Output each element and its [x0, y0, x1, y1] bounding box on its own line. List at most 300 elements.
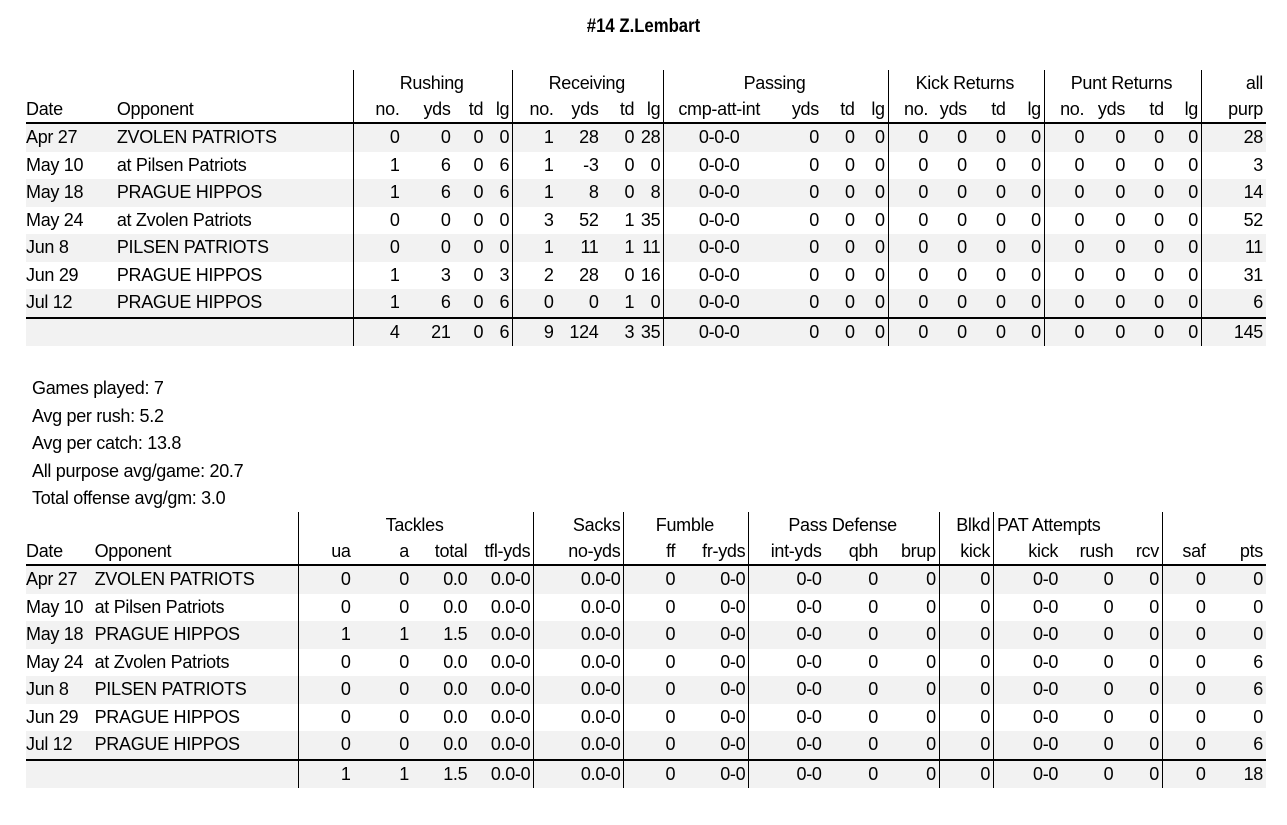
stat-cell: 0-0 [678, 760, 749, 789]
stat-cell: 0 [1162, 621, 1208, 649]
stat-cell: 0 [881, 565, 939, 594]
stat-cell: td [454, 96, 487, 123]
date-cell: May 24 [26, 651, 84, 672]
stat-cell: 11 [557, 234, 602, 262]
stat-cell: 0 [1116, 731, 1162, 760]
stat-cell: 0 [1044, 234, 1087, 262]
stat-cell: 0-0 [678, 704, 749, 732]
stat-cell: 1 [602, 234, 638, 262]
stat-cell: a [354, 538, 412, 565]
stat-cell: 0 [637, 289, 664, 318]
stat-cell: 0 [1061, 760, 1116, 789]
stat-cell: 1 [298, 621, 353, 649]
defense-game-row [26, 704, 1266, 732]
stat-cell: 0.0 [443, 706, 468, 727]
group-rushing: Rushing [354, 70, 513, 96]
stat-cell: 0 [939, 565, 993, 594]
stat-cell: 0 [888, 318, 931, 347]
stat-cell: 0 [454, 234, 487, 262]
stat-cell: 0 [1009, 179, 1045, 207]
group-all: all [1245, 73, 1263, 93]
stat-cell: 6 [486, 152, 513, 180]
stat-cell: 6 [403, 289, 454, 318]
stat-cell: 1 [354, 179, 403, 207]
stat-cell: 0 [844, 264, 855, 285]
stat-cell: 6 [1209, 731, 1266, 760]
stat-cell: 11 [637, 234, 664, 262]
stat-cell: 0 [844, 209, 855, 230]
stat-cell: 0-0 [749, 676, 825, 704]
stat-cell: 0 [1009, 289, 1045, 318]
stat-cell: 0 [939, 760, 993, 789]
stat-cell: 0.0-0 [534, 676, 624, 704]
stat-cell: 1.5 [412, 760, 470, 789]
summary-avg-per-catch: Avg per catch: 13.8 [32, 433, 182, 453]
stat-cell: 0 [1087, 318, 1128, 347]
stat-cell: 0 [1044, 123, 1087, 152]
stat-cell: 0 [298, 594, 353, 622]
group-tackles: Tackles [298, 512, 534, 538]
stat-cell: 0-0 [994, 565, 1062, 594]
stat-cell: 0 [777, 289, 822, 318]
stat-cell: 0 [939, 704, 993, 732]
stat-cell: 28 [637, 123, 664, 152]
defense-stats-table [26, 512, 1266, 788]
group-passing: Passing [664, 70, 888, 96]
stat-cell: 0 [970, 179, 1009, 207]
defense-game-row [26, 621, 1266, 649]
stat-cell: 0 [858, 262, 889, 290]
stat-cell: 0 [939, 676, 993, 704]
stat-cell: 0 [1209, 565, 1266, 594]
opponent-cell: PRAGUE HIPPOS [94, 706, 240, 727]
stat-cell: 0 [1044, 318, 1087, 347]
stat-cell: 0 [354, 123, 403, 152]
opponent-cell: PRAGUE HIPPOS [116, 264, 262, 285]
stat-cell: 0 [822, 289, 858, 318]
stat-cell: td [1128, 96, 1167, 123]
offense-game-row [26, 234, 1266, 262]
stat-cell: kick [994, 538, 1062, 565]
stat-cell: 0 [1116, 704, 1162, 732]
stat-cell: 0-0 [796, 596, 822, 617]
stat-cell: 0 [822, 179, 858, 207]
date-cell: Jun 8 [26, 676, 95, 704]
stat-cell: 0 [995, 264, 1006, 285]
stat-cell: 0 [354, 565, 412, 594]
stat-cell: 3 [486, 262, 513, 290]
stat-cell: 0 [1209, 621, 1266, 649]
opponent-cell: at Pilsen Patriots [94, 596, 225, 617]
date-cell: Apr 27 [26, 123, 117, 152]
stat-cell: 0.0-0 [470, 760, 534, 789]
stat-cell: fr-yds [678, 538, 749, 565]
stat-cell: 0 [1162, 565, 1208, 594]
stat-cell: 124 [557, 318, 602, 347]
stat-cell: 0 [1128, 234, 1167, 262]
stat-cell: 0 [1061, 676, 1116, 704]
stat-cell: 0 [1116, 676, 1162, 704]
stat-cell: 0 [970, 289, 1009, 318]
stat-cell: 0-0-0 [664, 179, 777, 207]
stat-cell: 0 [868, 706, 878, 727]
stat-cell: 0 [1253, 706, 1263, 727]
stat-cell: 0 [298, 649, 353, 677]
defense-game-row [26, 565, 1266, 594]
group-blkd: Blkd [939, 512, 993, 538]
stat-cell: 0.0-0 [534, 649, 624, 677]
stat-cell: 0-0 [678, 731, 749, 760]
stat-cell: 0 [1167, 152, 1202, 180]
stat-cell: 0.0 [412, 676, 470, 704]
date-cell: Jul 12 [26, 289, 117, 318]
stat-cell: 6 [1202, 289, 1266, 318]
defense-totals-row [26, 760, 1266, 789]
stat-cell: 0 [881, 676, 939, 704]
stat-cell: 0 [939, 594, 993, 622]
stat-cell: 0 [403, 234, 454, 262]
date-cell: Date [26, 538, 95, 565]
stat-cell: lg [1167, 96, 1202, 123]
stat-cell: 0 [888, 123, 931, 152]
stat-cell: 0.0-0 [470, 594, 534, 622]
stat-cell: 0 [1128, 179, 1167, 207]
offense-game-row [26, 152, 1266, 180]
stat-cell: 0.0-0 [534, 565, 624, 594]
stat-cell: tfl-yds [470, 538, 534, 565]
offense-game-row [26, 123, 1266, 152]
stat-cell: 0 [825, 760, 881, 789]
stat-cell: 0 [858, 207, 889, 235]
stat-cell: 0 [888, 289, 931, 318]
stat-cell: 0 [298, 676, 353, 704]
stat-cell: 0 [454, 123, 487, 152]
stat-cell: saf [1162, 538, 1208, 565]
stat-cell: 0 [970, 123, 1009, 152]
offense-stats-table [26, 70, 1266, 346]
stat-cell: 0.0 [443, 596, 468, 617]
stat-cell: 1 [513, 123, 557, 152]
group-punt-returns: Punt Returns [1044, 70, 1201, 96]
stat-cell: 0 [1115, 264, 1126, 285]
offense-game-row [26, 179, 1266, 207]
stat-cell: 6 [1253, 651, 1263, 672]
stat-cell: 3 [602, 318, 638, 347]
stat-cell: 1 [298, 760, 353, 789]
stat-cell: 1 [354, 289, 403, 318]
stat-cell: no. [888, 96, 931, 123]
opponent-cell [95, 760, 299, 789]
stat-cell: 0 [1162, 676, 1208, 704]
stat-cell: 11 [1202, 234, 1266, 262]
stat-cell: td [602, 96, 638, 123]
stat-cell: 0 [1195, 596, 1206, 617]
stat-cell: 0 [995, 154, 1006, 175]
stat-cell: no. [513, 96, 557, 123]
stat-cell: 0 [881, 731, 939, 760]
stat-cell: 0 [1115, 154, 1126, 175]
stat-cell: 3 [543, 209, 554, 230]
stat-cell: 0-0 [994, 731, 1062, 760]
stat-cell: 0 [624, 760, 678, 789]
stat-cell: 0 [822, 318, 858, 347]
stat-cell: 0-0-0 [698, 209, 740, 230]
stat-cell: qbh [825, 538, 881, 565]
stat-cell: pts [1209, 538, 1266, 565]
stat-cell: 0 [473, 264, 484, 285]
stat-cell: 0.0-0 [534, 731, 624, 760]
stat-cell: 0 [1167, 207, 1202, 235]
stat-cell: 0 [825, 731, 881, 760]
stat-cell: 0 [825, 676, 881, 704]
date-cell: May 10 [26, 596, 84, 617]
summary-games-played: Games played: 7 [32, 378, 164, 398]
opponent-cell: PRAGUE HIPPOS [95, 731, 299, 760]
opponent-cell: at Zvolen Patriots [94, 651, 230, 672]
stat-cell: 0-0 [796, 706, 822, 727]
stat-cell: 0 [298, 731, 353, 760]
group-fumble: Fumble [624, 512, 749, 538]
defense-game-row [26, 676, 1266, 704]
date-cell: May 18 [26, 621, 95, 649]
stat-cell: 0 [1087, 123, 1128, 152]
stat-cell: rcv [1116, 538, 1162, 565]
opponent-cell: PILSEN PATRIOTS [117, 234, 354, 262]
stat-cell: 0 [868, 596, 878, 617]
stat-cell: 0-0-0 [664, 123, 777, 152]
stat-cell: 0 [957, 154, 967, 175]
stat-cell: 0 [1162, 731, 1208, 760]
stat-cell: 0 [1009, 152, 1045, 180]
stat-cell: 0 [624, 565, 678, 594]
stat-cell: 6 [1209, 676, 1266, 704]
stat-cell: lg [486, 96, 513, 123]
stat-cell: 0-0 [678, 649, 749, 677]
stat-cell: 0 [1116, 594, 1162, 622]
stat-cell: 0 [1116, 649, 1162, 677]
stat-cell: 0 [602, 123, 638, 152]
stat-cell: 4 [354, 318, 403, 347]
offense-game-row [26, 289, 1266, 318]
stat-cell: 0 [486, 207, 513, 235]
stat-cell: 0 [1167, 179, 1202, 207]
stat-cell: 0 [995, 209, 1006, 230]
stat-cell: 0 [1103, 706, 1114, 727]
date-cell [26, 760, 95, 789]
stat-cell: 0 [637, 152, 664, 180]
stat-cell: 0 [918, 209, 929, 230]
stat-cell: 16 [637, 262, 664, 290]
stat-cell: 0 [1061, 731, 1116, 760]
stat-cell: 0.0-0 [534, 594, 624, 622]
stat-cell: 0-0 [749, 621, 825, 649]
offense-game-row [26, 262, 1266, 290]
stat-cell: 2 [543, 264, 554, 285]
stat-cell: 0 [881, 760, 939, 789]
stat-cell: 6 [440, 154, 451, 175]
stat-cell: td [822, 96, 858, 123]
stat-cell: 0 [513, 289, 557, 318]
stat-cell: 0.0-0 [534, 621, 624, 649]
stat-cell: 1 [354, 262, 403, 290]
stat-cell: 0 [1167, 123, 1202, 152]
stat-cell: 0 [809, 154, 819, 175]
opponent-cell: PRAGUE HIPPOS [117, 179, 354, 207]
stat-cell: 0 [939, 621, 993, 649]
defense-group-header-row [26, 512, 1266, 538]
stat-cell: 0 [809, 209, 819, 230]
stat-cell: no. [1044, 96, 1087, 123]
offense-group-header-row [26, 70, 1266, 96]
stat-cell: 1 [602, 289, 638, 318]
date-cell: Date [26, 96, 117, 123]
stat-cell: 0 [1167, 234, 1202, 262]
stat-cell: 0 [777, 123, 822, 152]
stat-cell: 0 [970, 318, 1009, 347]
date-cell: Jul 12 [26, 731, 95, 760]
stat-cell: 0 [931, 123, 970, 152]
stat-cell: brup [881, 538, 939, 565]
stat-cell: 0 [454, 289, 487, 318]
stat-cell: 0 [939, 649, 993, 677]
stat-cell: 18 [1209, 760, 1266, 789]
stat-cell: 0 [1061, 565, 1116, 594]
stat-cell: 0 [1154, 209, 1164, 230]
stat-cell: 0 [665, 706, 676, 727]
group-pat-attempts: PAT Attempts [994, 512, 1163, 538]
stat-cell: 0.0-0 [470, 731, 534, 760]
stat-cell: 0 [473, 154, 484, 175]
stat-cell: 0 [354, 676, 412, 704]
stat-cell: 21 [403, 318, 454, 347]
group-kick-returns: Kick Returns [888, 70, 1044, 96]
stat-cell: 0 [918, 154, 929, 175]
stat-cell: 0-0 [678, 676, 749, 704]
group-receiving: Receiving [513, 70, 664, 96]
date-cell: May 18 [26, 179, 117, 207]
stat-cell: 0 [931, 234, 970, 262]
stat-cell: 0 [777, 234, 822, 262]
stat-cell: 0 [399, 596, 409, 617]
stat-cell: 0 [1087, 234, 1128, 262]
stat-cell: 6 [403, 179, 454, 207]
stat-cell: yds [1087, 96, 1128, 123]
stat-cell: 0 [1116, 565, 1162, 594]
stat-cell: 0 [1009, 207, 1045, 235]
offense-column-header-row [26, 96, 1266, 123]
stat-cell: 31 [1243, 264, 1263, 285]
date-cell: Apr 27 [26, 565, 95, 594]
stat-cell: 0 [881, 621, 939, 649]
stat-cell: 0 [858, 289, 889, 318]
date-cell: Jun 29 [26, 264, 79, 285]
stat-cell: 28 [557, 123, 602, 152]
stat-cell: 0-0-0 [664, 234, 777, 262]
stat-cell: 0 [298, 565, 353, 594]
stat-cell: 0 [970, 234, 1009, 262]
stat-cell: lg [858, 96, 889, 123]
stat-cell: yds [557, 96, 602, 123]
stat-cell: 0 [454, 318, 487, 347]
stat-cell: 0-0-0 [664, 289, 777, 318]
stat-cell: lg [1009, 96, 1045, 123]
stat-cell: 0 [1009, 262, 1045, 290]
stat-cell: 0.0-0 [534, 760, 624, 789]
stat-cell: -3 [583, 154, 599, 175]
stat-cell: 0 [665, 651, 676, 672]
stat-cell: 0 [844, 154, 855, 175]
stat-cell: 0 [825, 565, 881, 594]
opponent-cell: ZVOLEN PATRIOTS [95, 565, 299, 594]
stat-cell: 0.0-0 [470, 649, 534, 677]
stat-cell: 0 [918, 264, 929, 285]
stat-cell: 6 [486, 318, 513, 347]
stat-cell: 0 [1103, 596, 1114, 617]
stat-cell: 0-0 [994, 676, 1062, 704]
summary-total-offense-avg: Total offense avg/gm: 3.0 [32, 488, 226, 508]
date-cell: May 10 [26, 154, 84, 175]
stat-cell: 35 [637, 207, 664, 235]
stat-cell: ua [298, 538, 353, 565]
stat-cell: 0 [1116, 760, 1162, 789]
stat-cell: kick [939, 538, 993, 565]
stat-cell: 0 [939, 731, 993, 760]
stat-cell: 0 [624, 264, 635, 285]
stat-cell: 0 [881, 649, 939, 677]
date-cell [26, 318, 117, 347]
stat-cell: 0 [957, 209, 967, 230]
defense-game-row [26, 594, 1266, 622]
stat-cell: cmp-att-int [664, 96, 777, 123]
stat-cell: 0 [858, 152, 889, 180]
stat-cell: 0 [931, 289, 970, 318]
stat-cell: 1.5 [412, 621, 470, 649]
stat-cell: 6 [486, 179, 513, 207]
stat-cell: rush [1061, 538, 1116, 565]
stat-cell: 0 [1128, 318, 1167, 347]
stat-cell: 0 [557, 289, 602, 318]
stat-cell: 0-0 [796, 651, 822, 672]
stat-cell: 0 [809, 264, 819, 285]
stat-cell: 0.0-0 [470, 565, 534, 594]
stat-cell: 0 [881, 704, 939, 732]
stat-cell: 0 [1167, 289, 1202, 318]
stat-cell: 0 [1195, 651, 1206, 672]
stat-cell: 0 [486, 123, 513, 152]
stat-cell: 28 [579, 264, 599, 285]
stat-cell: td [970, 96, 1009, 123]
stat-cell: 0-0 [994, 760, 1062, 789]
stat-cell: 6 [486, 289, 513, 318]
stat-cell: 0 [931, 318, 970, 347]
stat-cell: 0 [931, 179, 970, 207]
stat-cell: 0 [858, 123, 889, 152]
stat-cell: 52 [1243, 209, 1263, 230]
stat-cell: 0 [858, 318, 889, 347]
stat-cell: 8 [637, 179, 664, 207]
stat-cell: 0 [1128, 123, 1167, 152]
stat-cell: 0 [1044, 289, 1087, 318]
stat-cell: 0 [624, 731, 678, 760]
stat-cell: 1 [354, 152, 403, 180]
offense-totals-row [26, 318, 1266, 347]
stat-cell: 0.0 [443, 651, 468, 672]
stat-cell: 0-0-0 [698, 154, 740, 175]
stat-cell: 1 [354, 760, 412, 789]
stat-cell: 14 [1202, 179, 1266, 207]
stat-cell: 0 [957, 264, 967, 285]
stat-cell: 0 [399, 651, 409, 672]
